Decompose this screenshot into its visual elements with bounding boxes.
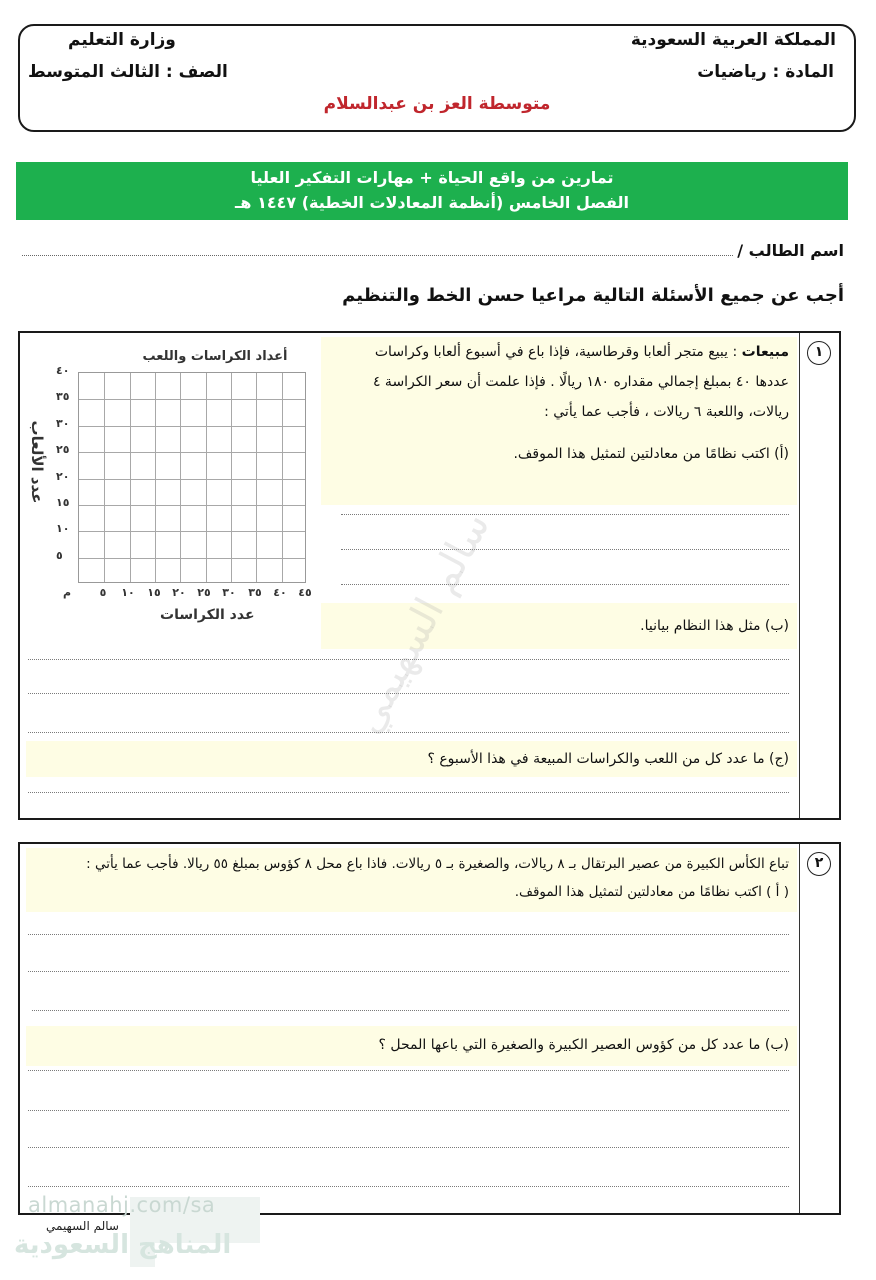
question-number: ٢ xyxy=(807,852,831,876)
student-name-label: اسم الطالب / xyxy=(737,241,844,260)
subject-label: المادة : رياضيات xyxy=(697,62,834,82)
question-1-stem xyxy=(323,337,789,469)
y-tick: ٢٠ xyxy=(56,470,70,483)
instructions: أجب عن جميع الأسئلة التالية مراعيا حسن الخط والتنظيم xyxy=(342,285,844,306)
x-tick: ٢٥ xyxy=(197,586,211,599)
topic-label: مبيعات xyxy=(741,344,789,360)
chart-title: أعداد الكراسات واللعب xyxy=(142,349,288,364)
student-name-field[interactable] xyxy=(22,236,844,260)
x-tick: ٢٠ xyxy=(172,586,186,599)
footer-brand-logo: المناهج السعودية xyxy=(14,1230,232,1260)
part-b-label: (ب) مثل هذا النظام بيانيا. xyxy=(640,618,789,634)
question-2-stem xyxy=(29,850,789,906)
y-tick: ١٠ xyxy=(56,522,70,535)
title-banner xyxy=(16,162,848,220)
x-tick: ٣٥ xyxy=(248,586,262,599)
answer-line[interactable] xyxy=(28,792,789,793)
student-name-line[interactable] xyxy=(22,255,733,256)
answer-line[interactable] xyxy=(28,1186,789,1187)
grade-label: الصف : الثالث المتوسط xyxy=(28,62,228,82)
x-tick: ٤٥ xyxy=(298,586,312,599)
answer-line[interactable] xyxy=(28,971,789,972)
footer-author: سالم السهيمي xyxy=(46,1219,119,1233)
y-tick: ٥ xyxy=(56,549,63,562)
question-number-column xyxy=(799,844,839,1213)
question-number: ١ xyxy=(807,341,831,365)
stem-line-3: ريالات، واللعبة ٦ ريالات ، فأجب عما يأتي : xyxy=(544,404,789,420)
answer-line[interactable] xyxy=(341,584,789,585)
x-tick: ١٥ xyxy=(147,586,161,599)
watermark: سالم السهيمي xyxy=(344,504,499,742)
part-a-label: (أ) اكتب نظامًا من معادلتين لتمثيل هذا الموقف. xyxy=(513,446,789,462)
x-axis-label: عدد الكراسات xyxy=(160,607,255,623)
answer-line[interactable] xyxy=(28,732,789,733)
question-number-column xyxy=(799,333,839,818)
answer-line[interactable] xyxy=(28,1070,789,1071)
stem-text: تباع الكأس الكبيرة من عصير البرتقال بـ ٨ ريالات، والصغيرة بـ ٥ ريالات. فاذا باع محل ٨ كؤوس بمبلغ ٥٥ ريالا. فأجب عما يأتي : xyxy=(86,856,789,872)
x-tick: ٤٠ xyxy=(273,586,287,599)
answer-line[interactable] xyxy=(341,549,789,550)
y-axis-label: عدد الألعاب xyxy=(28,420,46,504)
x-tick: ١٠ xyxy=(121,586,135,599)
part-b-label: (ب) ما عدد كل من كؤوس العصير الكبيرة والصغيرة التي باعها المحل ؟ xyxy=(378,1037,789,1053)
answer-line[interactable] xyxy=(28,1110,789,1111)
kingdom-label: المملكة العربية السعودية xyxy=(630,30,836,50)
ministry-label: وزارة التعليم xyxy=(68,30,176,50)
answer-line[interactable] xyxy=(32,1010,789,1011)
banner-line-2: الفصل الخامس (أنظمة المعادلات الخطية) ١٤٤٧ هـ xyxy=(234,193,630,212)
part-c-label: (ج) ما عدد كل من اللعب والكراسات المبيعة في هذا الأسبوع ؟ xyxy=(427,751,789,767)
stem-line-1: : يبيع متجر ألعابا وقرطاسية، فإذا باع في أسبوع ألعابا وكراسات xyxy=(374,344,742,360)
answer-line[interactable] xyxy=(28,1147,789,1148)
graph-grid[interactable] xyxy=(78,372,306,583)
y-tick: ٤٠ xyxy=(56,364,70,377)
y-tick: ٣٥ xyxy=(56,390,70,403)
part-a-label: ( أ ) اكتب نظامًا من معادلتين لتمثيل هذا الموقف. xyxy=(514,884,789,900)
x-tick: ٣٠ xyxy=(222,586,236,599)
footer-url[interactable]: almanahj.com/sa xyxy=(28,1193,216,1217)
answer-line[interactable] xyxy=(341,514,789,515)
x-tick: ٥ xyxy=(99,586,107,599)
answer-line[interactable] xyxy=(28,934,789,935)
y-tick: ٣٠ xyxy=(56,417,70,430)
header-box xyxy=(18,24,856,132)
origin-label: م xyxy=(62,586,72,599)
banner-line-1: تمارين من واقع الحياة + مهارات التفكير العليا xyxy=(250,168,614,187)
coordinate-grid-chart xyxy=(20,333,320,633)
y-tick: ١٥ xyxy=(56,496,70,509)
question-2-box xyxy=(18,842,841,1215)
y-tick: ٢٥ xyxy=(56,443,70,456)
school-name: متوسطة العز بن عبدالسلام xyxy=(323,94,551,114)
stem-line-2: عددها ٤٠ بمبلغ إجمالي مقداره ١٨٠ ريالًا . فإذا علمت أن سعر الكراسة ٤ xyxy=(372,374,789,390)
